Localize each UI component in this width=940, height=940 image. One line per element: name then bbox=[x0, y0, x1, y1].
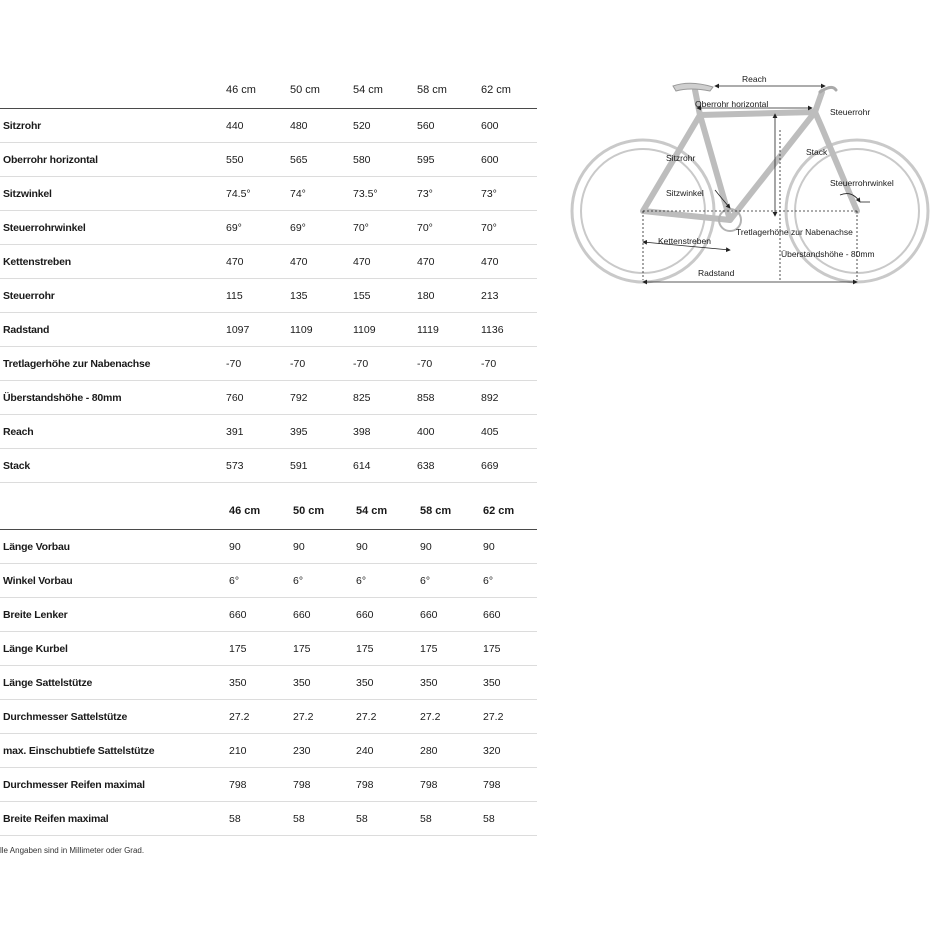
table-cell: 90 bbox=[420, 541, 432, 553]
label-seat-angle: Sitzwinkel bbox=[666, 188, 704, 198]
table-cell: 213 bbox=[481, 290, 499, 302]
table-cell: 350 bbox=[293, 677, 311, 689]
bike-geometry-diagram bbox=[570, 70, 935, 295]
geometry-table-body bbox=[0, 109, 537, 483]
table-row bbox=[0, 768, 537, 802]
components-table-body bbox=[0, 530, 537, 836]
table-cell: 90 bbox=[229, 541, 241, 553]
table-row bbox=[0, 109, 537, 143]
table-cell: -70 bbox=[353, 358, 369, 370]
label-head-tube: Steuerrohr bbox=[830, 107, 871, 117]
label-top-tube: Oberrohr horizontal bbox=[695, 99, 769, 109]
size-header: 46 cm bbox=[229, 505, 261, 517]
table-row bbox=[0, 734, 537, 768]
table-cell: 398 bbox=[353, 426, 371, 438]
table-row bbox=[0, 415, 537, 449]
table-cell: 74° bbox=[290, 188, 306, 200]
table-row bbox=[0, 211, 537, 245]
table-cell: 660 bbox=[483, 609, 501, 621]
table-cell: 1109 bbox=[290, 324, 313, 336]
table-cell: 591 bbox=[290, 460, 308, 472]
label-chainstay: Kettenstreben bbox=[658, 236, 711, 246]
table-cell: 470 bbox=[481, 256, 499, 268]
label-bb-drop: Tretlagerhöhe zur Nabenachse bbox=[736, 227, 853, 237]
table-cell: -70 bbox=[417, 358, 433, 370]
table-cell: 669 bbox=[481, 460, 499, 472]
table-cell: -70 bbox=[226, 358, 242, 370]
table-cell: 470 bbox=[226, 256, 244, 268]
row-label: Winkel Vorbau bbox=[3, 575, 73, 587]
table-cell: 175 bbox=[356, 643, 374, 655]
table-row bbox=[0, 279, 537, 313]
table-cell: 69° bbox=[290, 222, 306, 234]
table-cell: -70 bbox=[481, 358, 497, 370]
geometry-table bbox=[0, 72, 537, 483]
row-label: Stack bbox=[3, 460, 31, 472]
table-cell: 792 bbox=[290, 392, 308, 404]
table-cell: 350 bbox=[420, 677, 438, 689]
row-label: Durchmesser Sattelstütze bbox=[3, 711, 128, 723]
table-cell: 798 bbox=[420, 779, 438, 791]
size-header: 58 cm bbox=[420, 505, 452, 517]
table-cell: 1109 bbox=[353, 324, 376, 336]
table-cell: 6° bbox=[229, 575, 240, 587]
table-cell: 798 bbox=[293, 779, 311, 791]
table-cell: 70° bbox=[417, 222, 433, 234]
table-cell: 350 bbox=[356, 677, 374, 689]
table-cell: 58 bbox=[483, 813, 495, 825]
table-cell: 90 bbox=[483, 541, 495, 553]
table-row bbox=[0, 700, 537, 734]
table-cell: 470 bbox=[290, 256, 308, 268]
table-cell: 470 bbox=[353, 256, 371, 268]
row-label: Tretlagerhöhe zur Nabenachse bbox=[3, 358, 151, 370]
table-cell: 74.5° bbox=[226, 188, 251, 200]
table-row bbox=[0, 449, 537, 483]
table-cell: 1097 bbox=[226, 324, 250, 336]
table-cell: 70° bbox=[353, 222, 369, 234]
table-cell: 660 bbox=[420, 609, 438, 621]
size-header: 46 cm bbox=[226, 84, 256, 96]
table-cell: 798 bbox=[229, 779, 247, 791]
table-cell: 858 bbox=[417, 392, 435, 404]
table-cell: 240 bbox=[356, 745, 374, 757]
row-label: Sitzrohr bbox=[3, 120, 42, 132]
table-cell: 405 bbox=[481, 426, 499, 438]
table-cell: 550 bbox=[226, 154, 244, 166]
size-header: 62 cm bbox=[483, 505, 515, 517]
table-cell: 560 bbox=[417, 120, 435, 132]
label-seat-tube: Sitzrohr bbox=[666, 153, 696, 163]
table-row bbox=[0, 666, 537, 700]
table-cell: 580 bbox=[353, 154, 371, 166]
table-cell: 573 bbox=[226, 460, 244, 472]
row-label: Länge Sattelstütze bbox=[3, 677, 93, 689]
label-head-angle: Steuerrohrwinkel bbox=[830, 178, 894, 188]
table-cell: 73.5° bbox=[353, 188, 378, 200]
row-label: Oberrohr horizontal bbox=[3, 154, 98, 166]
table-cell: 135 bbox=[290, 290, 308, 302]
table-cell: 798 bbox=[356, 779, 374, 791]
table-cell: 230 bbox=[293, 745, 311, 757]
table-cell: 27.2 bbox=[356, 711, 377, 723]
table-cell: 6° bbox=[483, 575, 494, 587]
row-label: Sitzwinkel bbox=[3, 188, 52, 200]
bike-geometry-svg bbox=[570, 70, 935, 295]
table-cell: 210 bbox=[229, 745, 247, 757]
size-header: 50 cm bbox=[293, 505, 325, 517]
table-cell: 1136 bbox=[481, 324, 504, 336]
row-label: Durchmesser Reifen maximal bbox=[3, 779, 145, 791]
table-cell: 798 bbox=[483, 779, 501, 791]
table-cell: 638 bbox=[417, 460, 435, 472]
table-cell: 660 bbox=[356, 609, 374, 621]
table-cell: 90 bbox=[293, 541, 305, 553]
table-cell: 600 bbox=[481, 154, 499, 166]
row-label: Steuerrohr bbox=[3, 290, 55, 302]
table-cell: 115 bbox=[226, 290, 243, 302]
table-row bbox=[0, 564, 537, 598]
table-row bbox=[0, 530, 537, 564]
table-cell: 280 bbox=[420, 745, 438, 757]
size-header: 50 cm bbox=[290, 84, 320, 96]
handlebar bbox=[820, 87, 836, 92]
row-label: Kettenstreben bbox=[3, 256, 71, 268]
table-cell: 6° bbox=[420, 575, 431, 587]
table-row bbox=[0, 177, 537, 211]
table-cell: -70 bbox=[290, 358, 306, 370]
table-row bbox=[0, 598, 537, 632]
table-cell: 6° bbox=[293, 575, 304, 587]
table-cell: 480 bbox=[290, 120, 308, 132]
table-cell: 6° bbox=[356, 575, 367, 587]
row-label: Länge Kurbel bbox=[3, 643, 68, 655]
table-cell: 27.2 bbox=[293, 711, 314, 723]
table-cell: 175 bbox=[483, 643, 501, 655]
row-label: Überstandshöhe - 80mm bbox=[3, 392, 122, 404]
table-cell: 58 bbox=[229, 813, 241, 825]
table-cell: 58 bbox=[293, 813, 305, 825]
table-cell: 58 bbox=[356, 813, 368, 825]
label-wheelbase: Radstand bbox=[698, 268, 735, 278]
label-stack: Stack bbox=[806, 147, 828, 157]
table-row bbox=[0, 632, 537, 666]
table-cell: 70° bbox=[481, 222, 497, 234]
table-row bbox=[0, 802, 537, 836]
components-table bbox=[0, 493, 537, 836]
table-cell: 175 bbox=[229, 643, 247, 655]
footnote: lle Angaben sind in Millimeter oder Grad. bbox=[0, 846, 145, 855]
table-cell: 825 bbox=[353, 392, 371, 404]
table-row bbox=[0, 381, 537, 415]
table-cell: 660 bbox=[229, 609, 247, 621]
row-label: Länge Vorbau bbox=[3, 541, 70, 553]
table-cell: 660 bbox=[293, 609, 311, 621]
table-cell: 892 bbox=[481, 392, 499, 404]
row-label: Reach bbox=[3, 426, 34, 438]
table-cell: 73° bbox=[417, 188, 433, 200]
table-cell: 27.2 bbox=[229, 711, 250, 723]
table-cell: 400 bbox=[417, 426, 435, 438]
table-row bbox=[0, 245, 537, 279]
table-cell: 350 bbox=[483, 677, 501, 689]
table-cell: 90 bbox=[356, 541, 368, 553]
table-cell: 320 bbox=[483, 745, 501, 757]
size-header: 62 cm bbox=[481, 84, 511, 96]
row-label: Radstand bbox=[3, 324, 50, 336]
table-cell: 520 bbox=[353, 120, 371, 132]
label-reach: Reach bbox=[742, 74, 767, 84]
table-cell: 595 bbox=[417, 154, 435, 166]
size-header: 58 cm bbox=[417, 84, 447, 96]
table-cell: 565 bbox=[290, 154, 308, 166]
size-header: 54 cm bbox=[353, 84, 383, 96]
row-label: Breite Reifen maximal bbox=[3, 813, 109, 825]
table-row bbox=[0, 347, 537, 381]
row-label: Steuerrohrwinkel bbox=[3, 222, 86, 234]
table-cell: 391 bbox=[226, 426, 244, 438]
table-cell: 614 bbox=[353, 460, 371, 472]
table-row bbox=[0, 313, 537, 347]
size-header: 54 cm bbox=[356, 505, 388, 517]
table-cell: 760 bbox=[226, 392, 244, 404]
table-cell: 1119 bbox=[417, 324, 439, 336]
label-standover: Überstandshöhe - 80mm bbox=[781, 249, 875, 259]
table-cell: 600 bbox=[481, 120, 499, 132]
table-cell: 180 bbox=[417, 290, 435, 302]
table-cell: 155 bbox=[353, 290, 371, 302]
table-cell: 395 bbox=[290, 426, 308, 438]
table-cell: 350 bbox=[229, 677, 247, 689]
table-cell: 440 bbox=[226, 120, 244, 132]
table-cell: 58 bbox=[420, 813, 432, 825]
row-label: Breite Lenker bbox=[3, 609, 68, 621]
components-table-header bbox=[0, 493, 537, 530]
table-cell: 27.2 bbox=[420, 711, 441, 723]
row-label: max. Einschubtiefe Sattelstütze bbox=[3, 745, 155, 757]
table-cell: 69° bbox=[226, 222, 242, 234]
table-cell: 470 bbox=[417, 256, 435, 268]
table-cell: 73° bbox=[481, 188, 497, 200]
table-cell: 27.2 bbox=[483, 711, 504, 723]
geometry-table-header bbox=[0, 72, 537, 109]
table-cell: 175 bbox=[420, 643, 438, 655]
table-cell: 175 bbox=[293, 643, 311, 655]
table-row bbox=[0, 143, 537, 177]
